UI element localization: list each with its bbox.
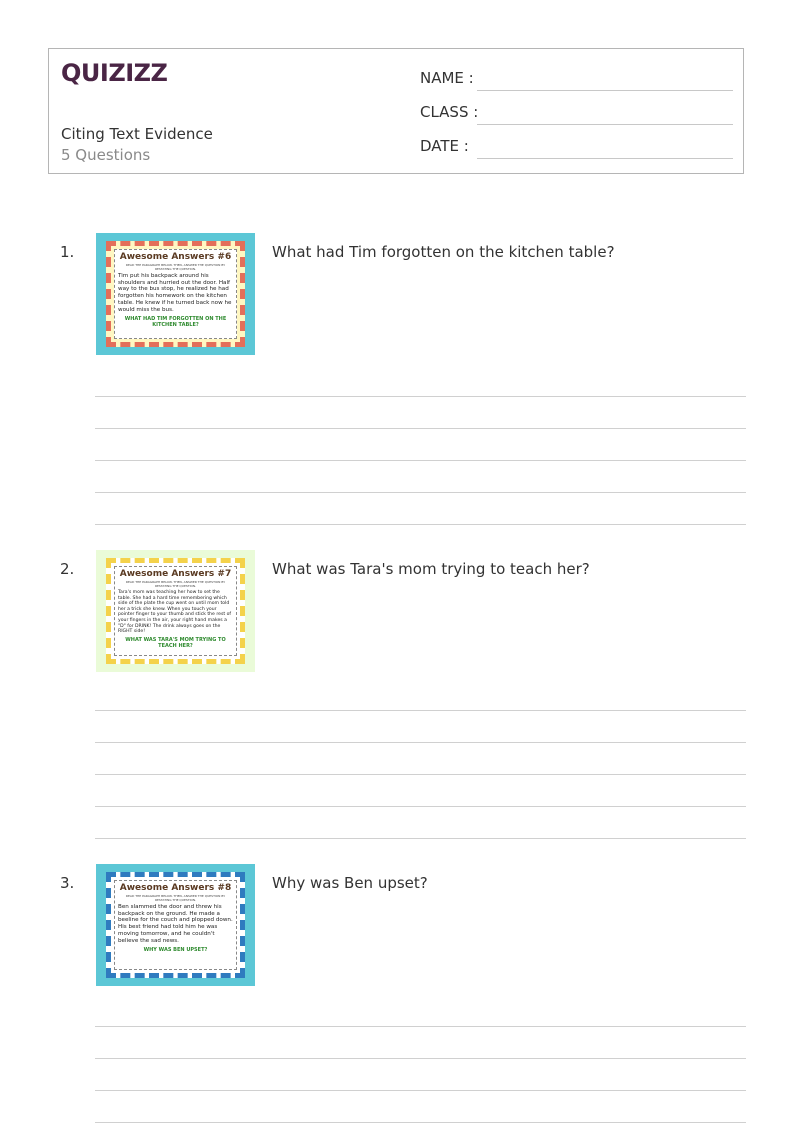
card-question: WHAT WAS TARA'S MOM TRYING TO TEACH HER? — [125, 636, 226, 649]
answer-line[interactable] — [95, 524, 746, 525]
card-question: WHAT HAD TIM FORGOTTEN ON THE KITCHEN TABLE? — [124, 316, 227, 329]
card-title: Awesome Answers #7 — [119, 569, 232, 579]
question-count: 5 Questions — [61, 146, 151, 164]
class-line — [477, 124, 733, 125]
worksheet-title: Citing Text Evidence — [61, 125, 213, 143]
card-paragraph: Tara's mom was teaching her how to set the table. She had a hard time remembering which side of the plate the cup went on until mom told her a trick she knew. When you touch your pointer finger to your thumb and stick the rest of your fingers in the air, your right hand makes a "D" for DRINK! The drink always goes on the RIGHT side! — [118, 590, 232, 635]
answer-line[interactable] — [95, 492, 746, 493]
card-instruction: READ THE PARAGRAPH BELOW. THEN, ANSWER THE QUESTION BY RESTATING THE QUESTION. — [125, 263, 226, 271]
answer-line[interactable] — [95, 460, 746, 461]
card-frame — [106, 558, 245, 664]
quizizz-logo: QUIZIZZ — [61, 59, 168, 87]
question-number: 2. — [60, 560, 75, 578]
question-text: What had Tim forgotten on the kitchen table? — [272, 243, 615, 261]
class-label: CLASS : — [420, 103, 479, 121]
card-title: Awesome Answers #8 — [119, 883, 232, 893]
answer-line[interactable] — [95, 1026, 746, 1027]
question-image — [96, 864, 255, 986]
question-number: 1. — [60, 243, 75, 261]
card-content — [114, 880, 237, 970]
class-field[interactable] — [420, 101, 733, 125]
answer-line[interactable] — [95, 1090, 746, 1091]
answer-line[interactable] — [95, 396, 746, 397]
question-image — [96, 233, 255, 355]
card-frame — [106, 872, 245, 978]
date-label: DATE : — [420, 137, 469, 155]
card-paragraph: Tim put his backpack around his shoulders and hurried out the door. Half way to the bus stop, he realized he had forgotten his homework on the kitchen table. He knew if he turned back now he would miss the bus. — [118, 273, 232, 313]
answer-line[interactable] — [95, 838, 746, 839]
date-field[interactable] — [420, 135, 733, 159]
card-content — [114, 249, 237, 339]
question-text: Why was Ben upset? — [272, 874, 428, 892]
question-number: 3. — [60, 874, 75, 892]
card-question: WHY WAS BEN UPSET? — [143, 947, 208, 954]
answer-line[interactable] — [95, 806, 746, 807]
question-text: What was Tara's mom trying to teach her? — [272, 560, 590, 578]
answer-line[interactable] — [95, 710, 746, 711]
card-instruction: READ THE PARAGRAPH BELOW. THEN, ANSWER THE QUESTION BY RESTATING THE QUESTION. — [125, 894, 226, 902]
card-content — [114, 566, 237, 656]
date-line — [477, 158, 733, 159]
answer-line[interactable] — [95, 774, 746, 775]
card-frame — [106, 241, 245, 347]
worksheet-header — [48, 48, 744, 174]
card-paragraph: Ben slammed the door and threw his backpack on the ground. He made a beeline for the couch and plopped down. His best friend had told him he was moving tomorrow, and he couldn't believe the sad news. — [118, 904, 233, 944]
answer-line[interactable] — [95, 1058, 746, 1059]
answer-line[interactable] — [95, 428, 746, 429]
name-label: NAME : — [420, 69, 474, 87]
name-field[interactable] — [420, 67, 733, 91]
question-image — [96, 550, 255, 672]
name-line — [477, 90, 733, 91]
card-title: Awesome Answers #6 — [119, 252, 232, 262]
card-instruction: READ THE PARAGRAPH BELOW. THEN, ANSWER THE QUESTION BY RESTATING THE QUESTION. — [125, 580, 226, 588]
answer-line[interactable] — [95, 742, 746, 743]
